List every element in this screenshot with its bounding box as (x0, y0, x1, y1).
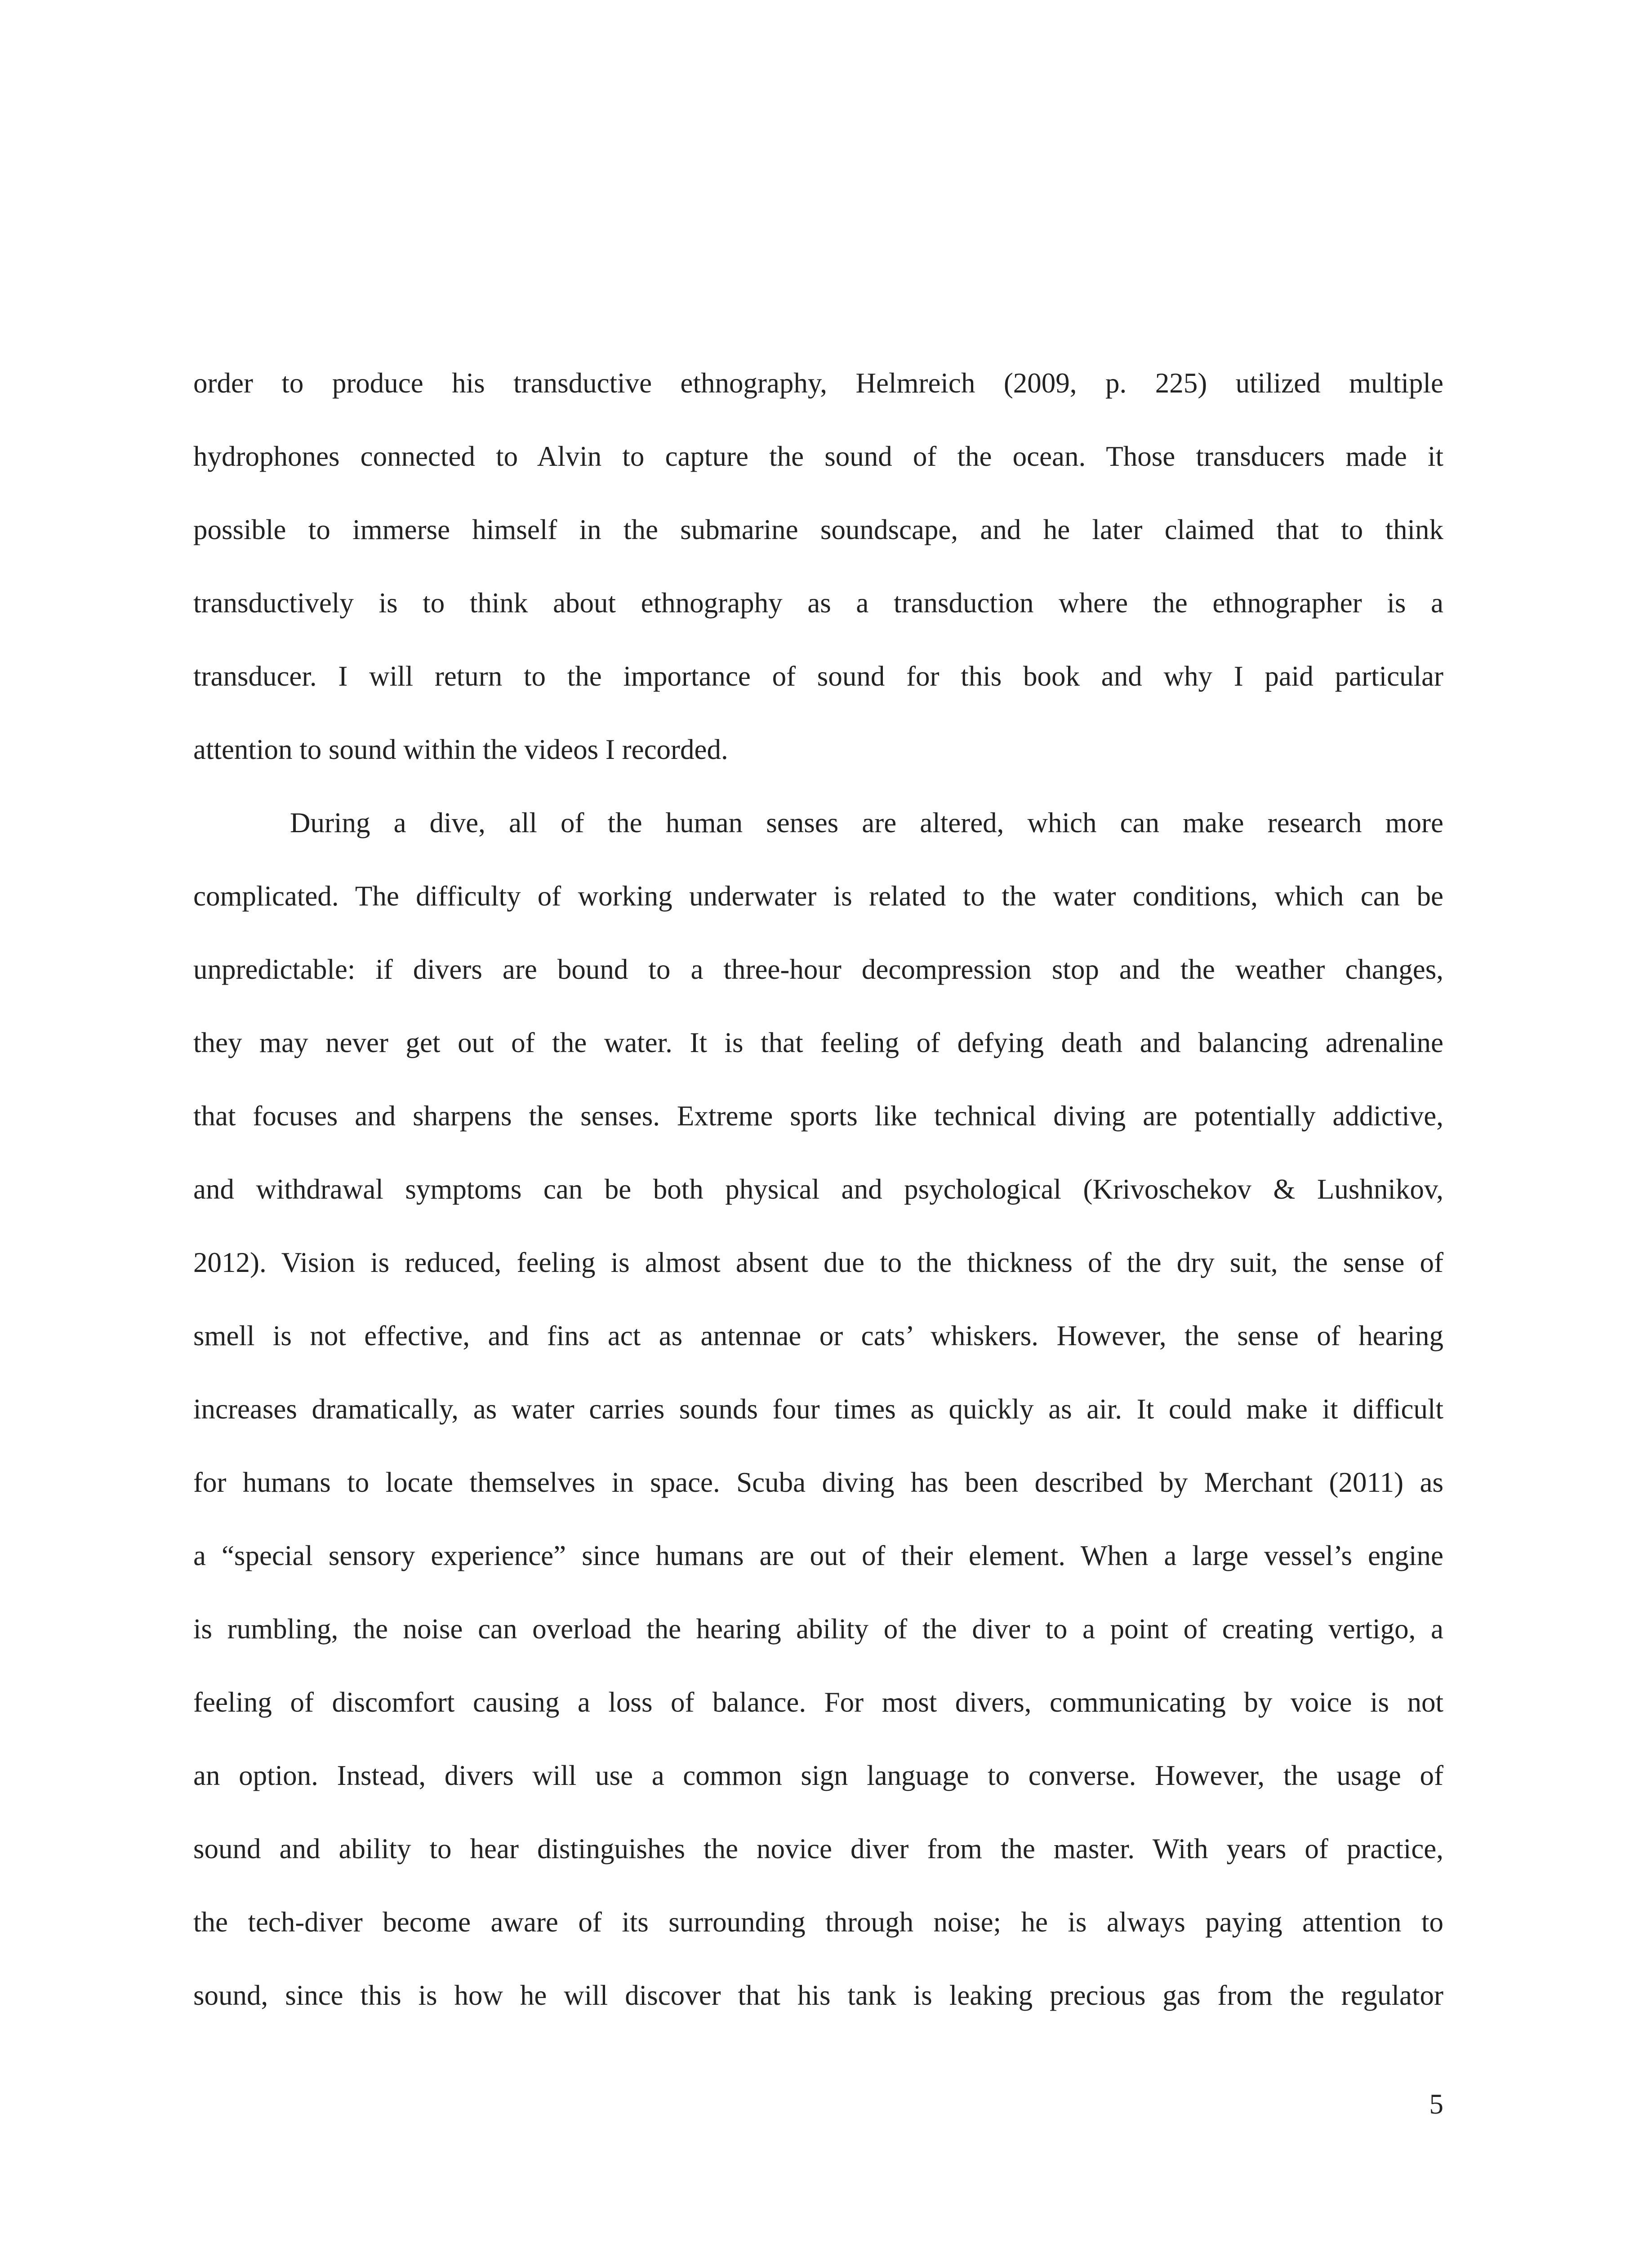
paragraph-2-line-6: and withdrawal symptoms can be both physical and psychological (Krivoschekov & Lushnikov, (193, 1173, 1443, 1205)
paragraph-2-line-2: complicated. The difficulty of working underwater is related to the water conditions, which can be (193, 880, 1443, 912)
paragraph-2-line-11: a “special sensory experience” since humans are out of their element. When a large vessel’s engine (193, 1540, 1443, 1571)
paragraph-2-line-8: smell is not effective, and fins act as antennae or cats’ whiskers. However, the sense of hearing (193, 1320, 1443, 1351)
paragraph-2-line-16: the tech-diver become aware of its surrounding through noise; he is always paying attention to (193, 1906, 1443, 1938)
paragraph-2-line-7: 2012). Vision is reduced, feeling is almost absent due to the thickness of the dry suit, the sense of (193, 1247, 1443, 1278)
paragraph-1-line-6: attention to sound within the videos I recorded. (193, 734, 728, 765)
paragraph-2-line-4: they may never get out of the water. It is that feeling of defying death and balancing adrenaline (193, 1027, 1443, 1058)
paragraph-2-line-1: During a dive, all of the human senses are altered, which can make research more (290, 807, 1443, 839)
paragraph-1-line-5: transducer. I will return to the importance of sound for this book and why I paid particular (193, 660, 1443, 692)
paragraph-1-line-4: transductively is to think about ethnography as a transduction where the ethnographer is a (193, 587, 1443, 619)
paragraph-2-line-5: that focuses and sharpens the senses. Extreme sports like technical diving are potentially addictive, (193, 1100, 1443, 1132)
paragraph-2-line-12: is rumbling, the noise can overload the hearing ability of the diver to a point of creating vertigo, a (193, 1613, 1443, 1645)
paragraph-2-line-9: increases dramatically, as water carries sounds four times as quickly as air. It could make it difficult (193, 1393, 1443, 1425)
paragraph-1-line-2: hydrophones connected to Alvin to capture the sound of the ocean. Those transducers made it (193, 441, 1443, 472)
paragraph-2-line-14: an option. Instead, divers will use a common sign language to converse. However, the usage of (193, 1760, 1443, 1791)
paragraph-1-line-3: possible to immerse himself in the submarine soundscape, and he later claimed that to think (193, 514, 1443, 545)
paragraph-2-line-10: for humans to locate themselves in space. Scuba diving has been described by Merchant (2011) as (193, 1467, 1443, 1498)
paragraph-1-line-1: order to produce his transductive ethnography, Helmreich (2009, p. 225) utilized multiple (193, 367, 1443, 399)
page-number: 5 (1429, 2088, 1443, 2120)
paragraph-2-line-17: sound, since this is how he will discover that his tank is leaking precious gas from the regulator (193, 1980, 1443, 2011)
paragraph-2-line-15: sound and ability to hear distinguishes the novice diver from the master. With years of practice, (193, 1833, 1443, 1864)
paragraph-2-line-3: unpredictable: if divers are bound to a three-hour decompression stop and the weather changes, (193, 954, 1443, 985)
paragraph-2-line-13: feeling of discomfort causing a loss of balance. For most divers, communicating by voice is not (193, 1686, 1443, 1718)
